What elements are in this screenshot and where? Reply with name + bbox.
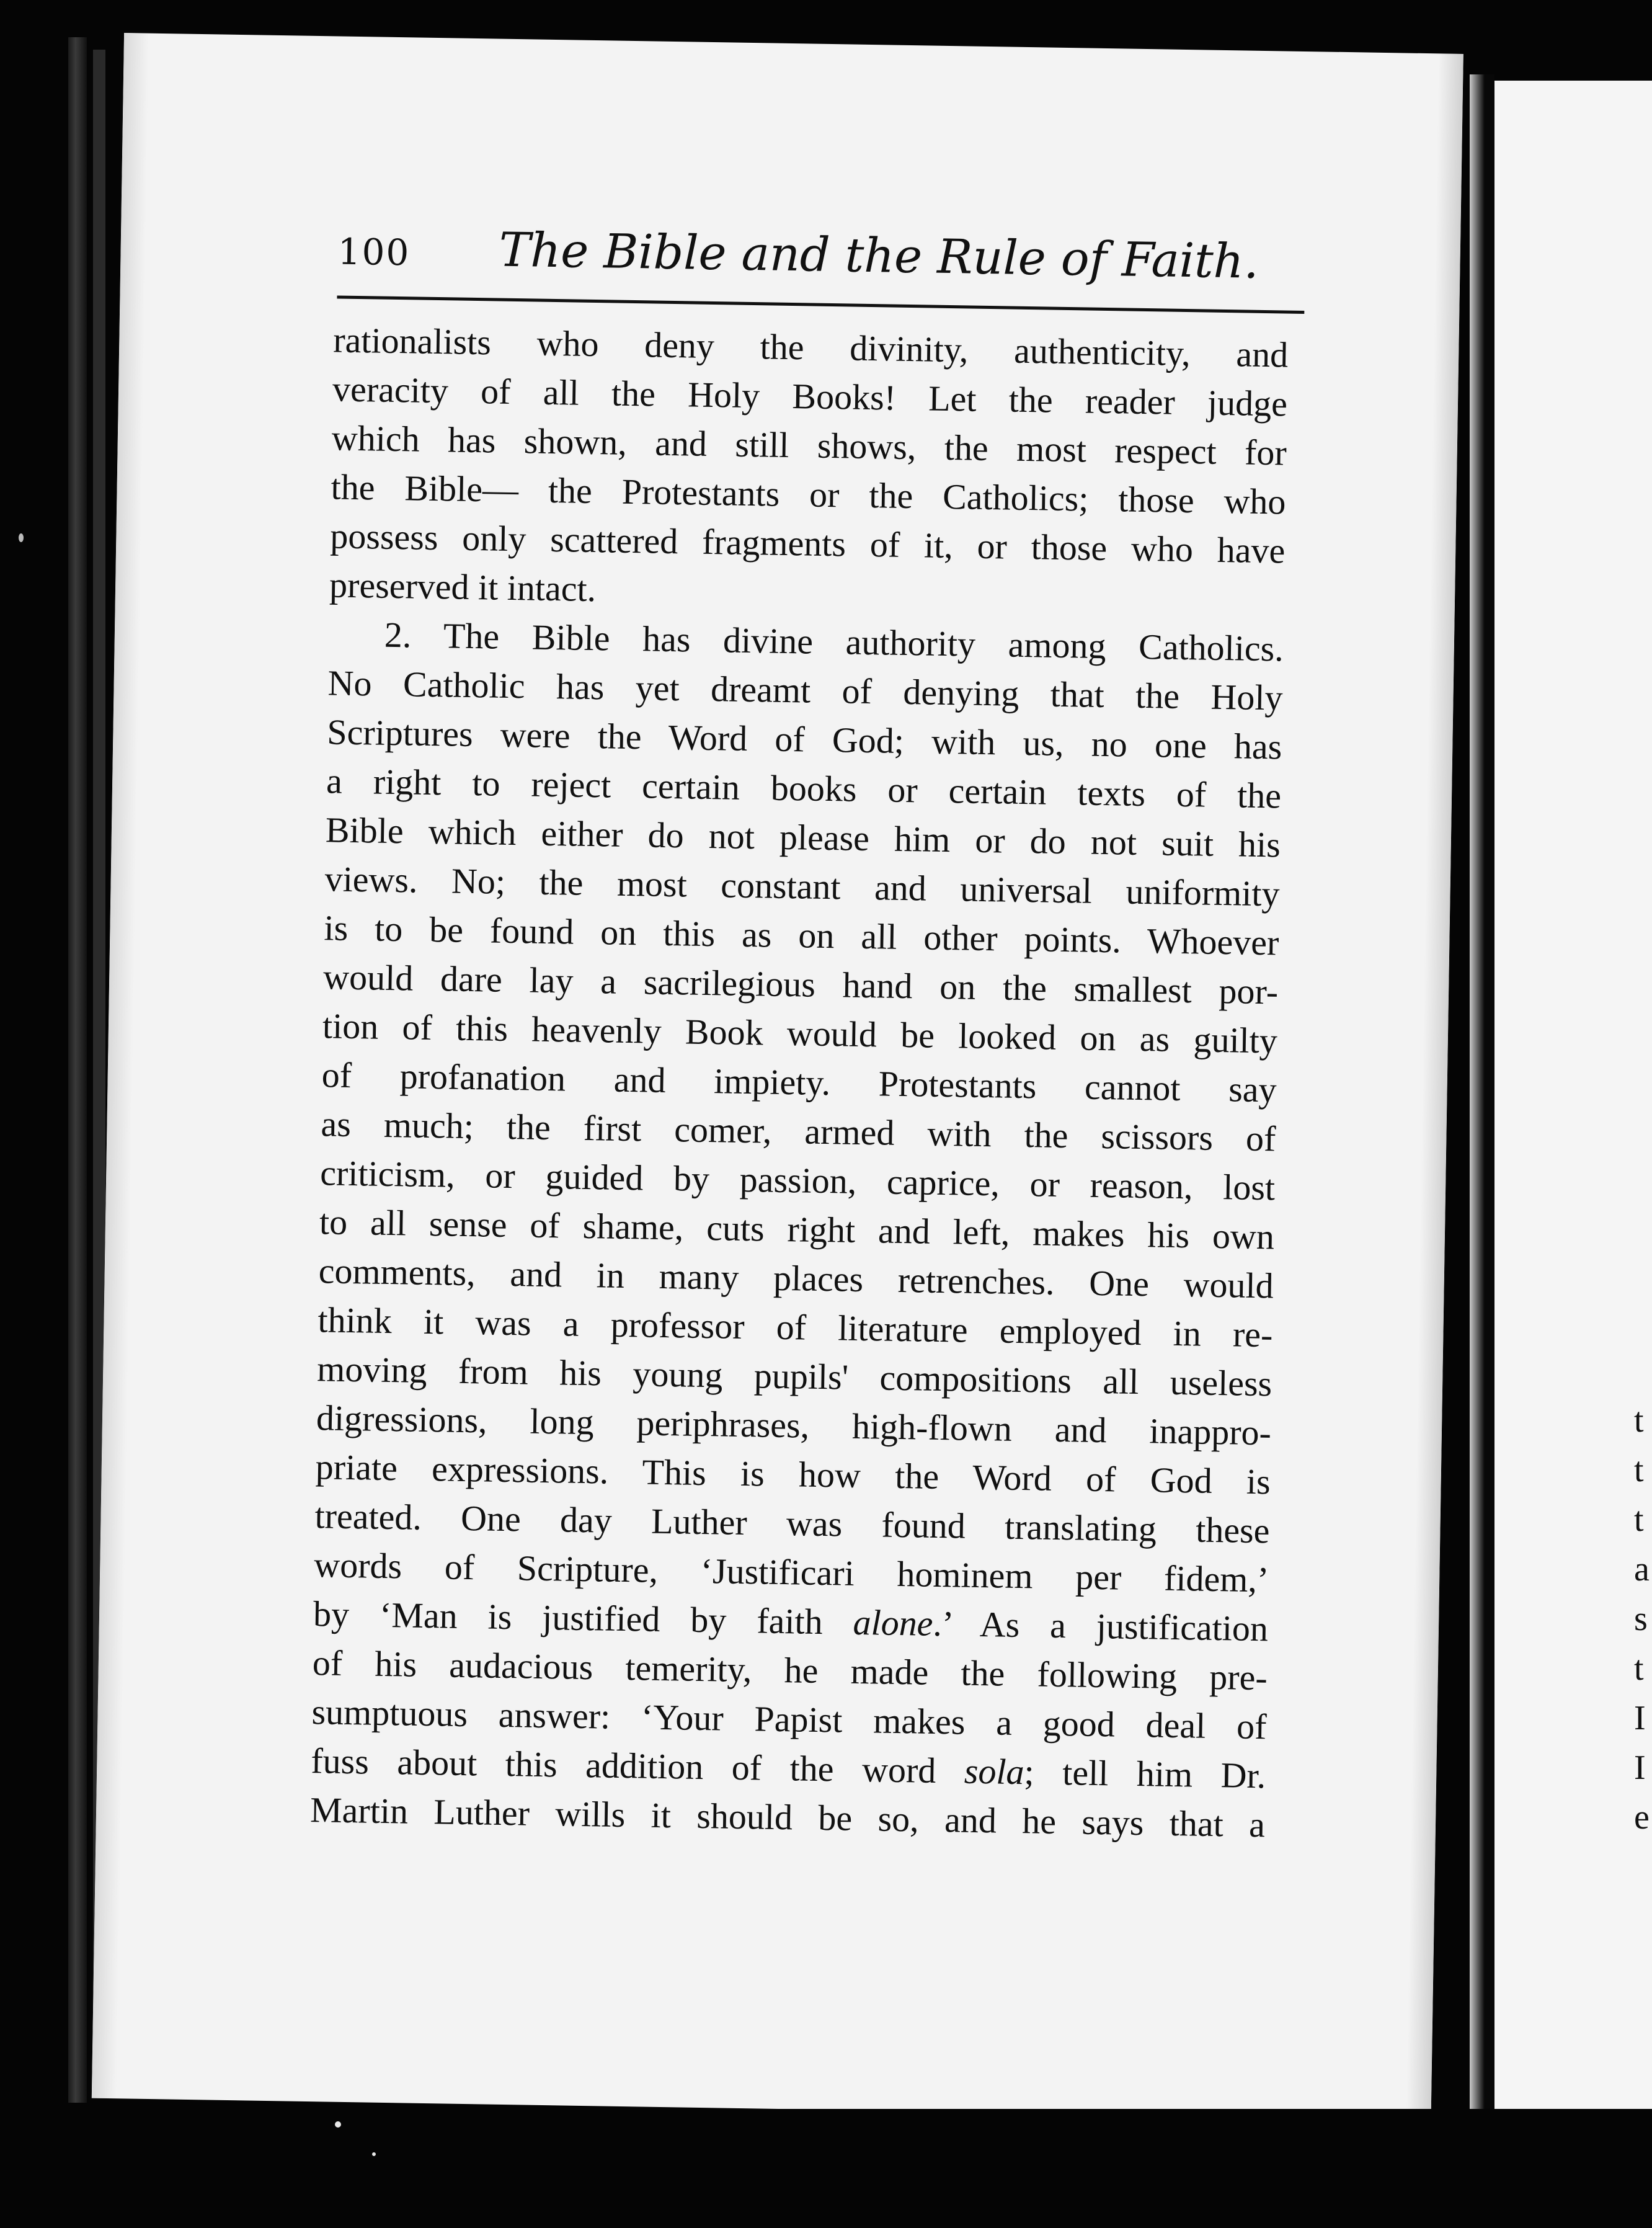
text-line: of his audacious temerity, he made the following pre- [312,1642,1268,1698]
facing-page [1494,81,1652,2115]
text-line: which has shown, and still shows, the most respect for [331,417,1287,473]
text-line: think it was a professor of literature employed in re- [318,1299,1273,1355]
text-line: 2. The Bible has divine authority among Catholics. [384,614,1284,669]
text-line: preserved it intact. [329,564,597,610]
facing-letter: I [1634,1699,1646,1737]
running-head [337,219,1312,303]
text-line: priate expressions. This is how the Word of God is [315,1446,1271,1502]
text-line: by ‘Man is justified by faith alone.’ As a justification [313,1593,1269,1649]
text-line: Martin Luther wills it should be so, and he says that a [309,1789,1266,1845]
text-line: criticism, or guided by passion, caprice, or reason, lost [319,1152,1276,1208]
text-line: words of Scripture, ‘Justificari hominem per fidem,’ [313,1544,1269,1600]
facing-letter: t [1634,1401,1644,1440]
text-line: would dare lay a sacrilegious hand on the smallest por- [322,956,1279,1012]
text-line: No Catholic has yet dreamt of denying that the Holy [327,662,1284,718]
text-line: to all sense of shame, cuts right and left, makes his own [319,1201,1275,1257]
facing-letter: a [1634,1550,1650,1589]
facing-letter: t [1634,1649,1644,1688]
text-line: as much; the first comer, armed with the scissors of [321,1103,1276,1159]
text-line: moving from his young pupils' compositions all useless [316,1348,1272,1404]
dust-speck [19,533,24,542]
text-line: views. No; the most constant and universal uniformity [324,858,1281,914]
facing-letter: t [1634,1500,1644,1539]
book-page [92,33,1463,2119]
text-line: comments, and in many places retrenches. One would [318,1250,1274,1306]
text-line: Scriptures were the Word of God; with us, no one has [326,711,1282,767]
text-line: fuss about this addition of the word sola; tell him Dr. [310,1740,1266,1796]
text-line: a right to reject certain books or certain texts of the [326,760,1282,816]
page-number: 100 [337,230,411,274]
text-line: veracity of all the Holy Books! Let the reader judge [332,368,1288,424]
book-spine-edge [68,37,87,2103]
text-line: sumptuous answer: ‘Your Papist makes a good deal of [311,1691,1267,1747]
text-line: treated. One day Luther was found translating these [314,1495,1270,1551]
text-line: tion of this heavenly Book would be looked on as guilty [322,1005,1278,1061]
text-line: digressions, long periphrases, high-flown and inappro- [316,1397,1272,1453]
page-shadow-right [1406,53,1463,2119]
dust-speck [335,2121,341,2128]
gutter-shadow [1470,74,1494,2115]
text-line: rationalists who deny the divinity, authenticity, and [332,319,1289,375]
running-title: The Bible and the Rule of Faith. [499,221,1259,289]
facing-letter: s [1634,1600,1648,1638]
facing-letter: I [1634,1749,1646,1787]
text-line: Bible which either do not please him or do not suit his [325,809,1281,865]
text-line: the Bible— the Protestants or the Catholics; those who [331,466,1286,522]
text-line: possess only scattered fragments of it, or those who have [329,515,1286,571]
body-text [310,315,1289,1849]
facing-letter: t [1634,1451,1644,1489]
scan-bottom-border [0,2109,1652,2228]
text-line: of profanation and impiety. Protestants cannot say [321,1054,1277,1110]
dust-speck [372,2152,376,2156]
facing-page-text-fragments [1634,1396,1652,1842]
text-line: is to be found on this as on all other points. Whoever [324,907,1279,963]
facing-letter: e [1634,1798,1650,1837]
